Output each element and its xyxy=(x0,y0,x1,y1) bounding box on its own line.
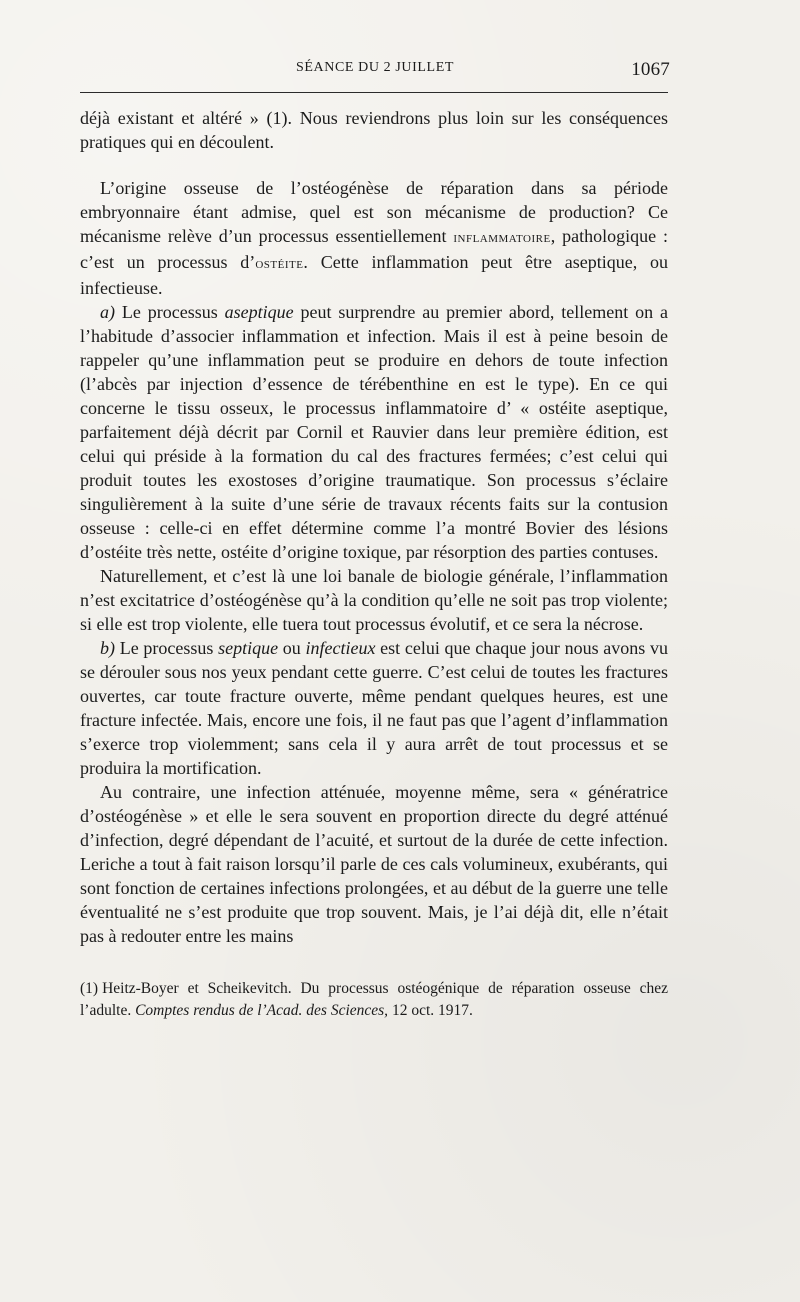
paragraph-5-text-a: Le processus xyxy=(115,638,219,658)
paragraph-3 xyxy=(80,300,668,564)
paragraph-5-text-b: ou xyxy=(278,638,306,658)
paragraph-2-smallcaps-inflammatoire: inflammatoire xyxy=(453,229,551,246)
body-text xyxy=(80,106,668,948)
paragraph-5 xyxy=(80,636,668,780)
paragraph-2-text-c: . Cette inflammation peut être aseptique, ou infectieuse. xyxy=(80,252,669,298)
paragraph-1 xyxy=(80,106,668,154)
paragraph-2-smallcaps-osteite: ostéite xyxy=(255,255,304,272)
paragraph-2-text-a: L’origine osseuse de l’ostéogénèse de réparation dans sa période embryonnaire étant admise, quel est son mécanisme de production? Ce mécanisme relève d’un processus essentiellement xyxy=(80,178,668,246)
paragraph-gap xyxy=(80,154,668,176)
running-head: SÉANCE DU 2 JUILLET xyxy=(296,60,454,75)
paragraph-4 xyxy=(80,564,668,636)
footnote xyxy=(80,978,668,1022)
footnote-text-a: Heitz-Boyer et Scheikevitch. Du processus ostéogénique de réparation osseuse chez l’adulte. xyxy=(80,980,668,1019)
footnote-number: (1) xyxy=(80,980,99,997)
paragraph-3-text-a: Le processus xyxy=(115,302,225,322)
paragraph-2 xyxy=(80,176,668,300)
paragraph-5-text-c: est celui que chaque jour nous avons vu se dérouler sous nos yeux pendant cette guerre. C’est celui de toutes les fractures ouvertes, car toute fracture ouverte, même pendant quelques heures, est une fracture infectée. Mais, encore une fois, il ne faut pas que l’agent d’inflammation s’exerce trop violemment; sans cela il y aura arrêt de tout processus et se produira la mortification. xyxy=(80,638,668,778)
paragraph-5-italic-infectieux: infectieux xyxy=(305,638,376,658)
paragraph-2-text-b: , pathologique : c’est un processus d’ xyxy=(80,226,668,272)
paragraph-1-text: déjà existant et altéré » (1). Nous reviendrons plus loin sur les conséquences pratiques qui en découlent. xyxy=(80,108,668,152)
paragraph-5-italic-septique: septique xyxy=(218,638,279,658)
page-number: 1067 xyxy=(631,59,670,80)
paragraph-5-label: b) xyxy=(100,638,115,658)
page-header xyxy=(80,60,670,88)
paragraph-3-text-b: peut surprendre au premier abord, tellement on a l’habitude d’associer inflammation et infection. Mais il est à peine besoin de rappeler qu’une inflammation peut se produire en dehors de toute infection (l’abcès par injection d’essence de térébenthine en est le type). En ce qui concerne le tissu osseux, le processus inflammatoire d’ « ostéite aseptique, parfaitement déjà décrit par Cornil et Rauvier dans leur première édition, est celui qui préside à la formation du cal des fractures fermées; c’est celui qui produit toutes les exostoses d’origine traumatique. Son processus s’éclaire singulièrement à la suite d’une série de travaux récents faits sur la contusion osseuse : celle-ci en effet détermine comme l’a montré Bovier des lésions d’ostéite très nette, ostéite d’origine toxique, par résorption des parties contuses. xyxy=(80,302,668,562)
paragraph-6 xyxy=(80,780,668,948)
header-rule xyxy=(80,92,668,93)
paragraph-4-text: Naturellement, et c’est là une loi banale de biologie générale, l’inflammation n’est excitatrice d’ostéogénèse qu’à la condition qu’elle ne soit pas trop violente; si elle est trop violente, elle tuera tout processus évolutif, et ce sera la nécrose. xyxy=(80,566,668,634)
footnote-text-b: 12 oct. 1917. xyxy=(388,1002,473,1019)
footnote-journal-title: Comptes rendus de l’Acad. des Sciences, xyxy=(135,1002,389,1019)
paragraph-3-italic-aseptique: aseptique xyxy=(224,302,294,322)
paragraph-3-label: a) xyxy=(100,302,115,322)
paragraph-6-text: Au contraire, une infection atténuée, moyenne même, sera « génératrice d’ostéogénèse » et elle le sera souvent en proportion directe du degré atténué d’infection, degré dépendant de l’acuité, et surtout de la durée de cette infection. Leriche a tout à fait raison lorsqu’il parle de ces cals volumineux, exubérants, qui sont fonction de certaines infections prolongées, et au début de la guerre une telle éventualité ne s’est produite que trop souvent. Mais, je l’ai déjà dit, elle n’était pas à redouter entre les mains xyxy=(80,782,668,946)
